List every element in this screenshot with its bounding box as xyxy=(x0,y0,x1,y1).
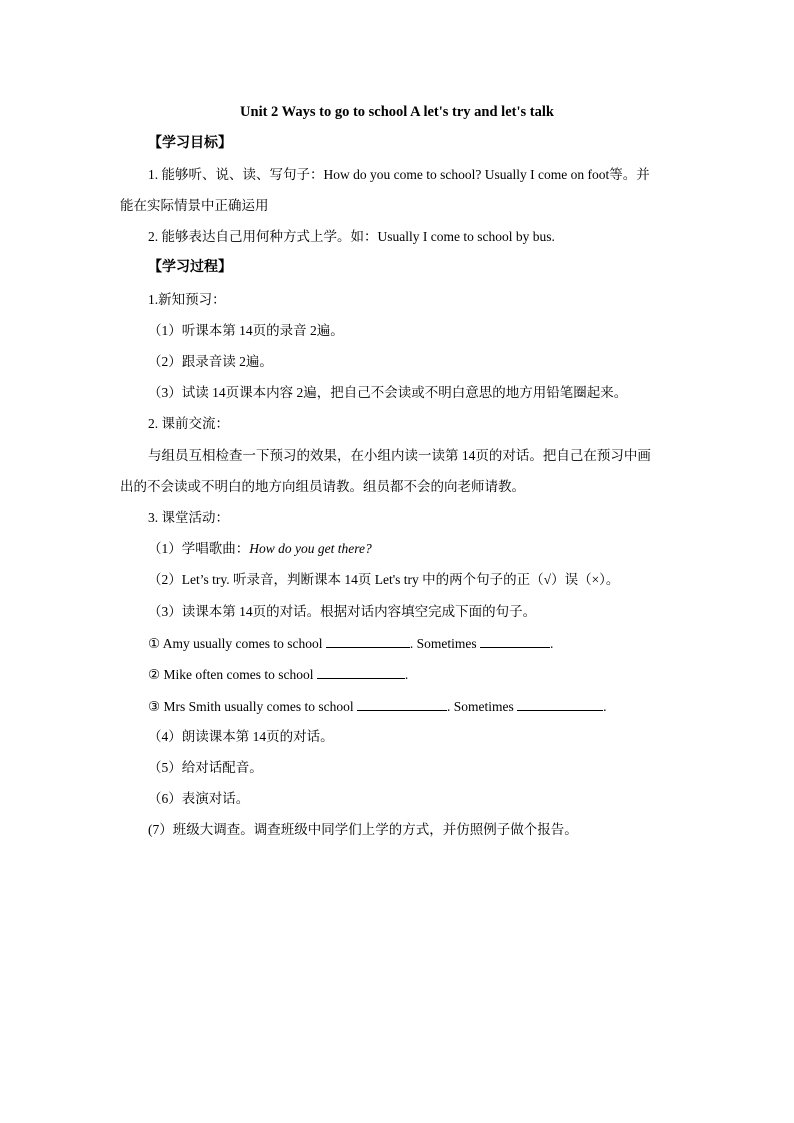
answer-blank[interactable] xyxy=(480,634,550,648)
fill-sentence-1-middle: . Sometimes xyxy=(409,636,480,651)
activity-step-1 xyxy=(148,540,372,558)
activity-step-7: (7）班级大调查。调查班级中同学们上学的方式，并仿照例子做个报告。 xyxy=(148,822,578,837)
preview-step-3: （3）试读 14页课本内容 2遍，把自己不会读或不明白意思的地方用铅笔圈起来。 xyxy=(148,385,628,400)
objectives-heading: 【学习目标】 xyxy=(148,136,232,151)
fill-sentence-3-prefix: ③ Mrs Smith usually comes to school xyxy=(148,699,357,714)
page-title: Unit 2 Ways to go to school A let's try and let's talk xyxy=(240,104,554,120)
activity-step-5: （5）给对话配音。 xyxy=(148,760,263,775)
fill-sentence-1 xyxy=(148,634,553,653)
answer-blank[interactable] xyxy=(517,697,603,711)
exchange-line-1: 与组员互相检查一下预习的效果，在小组内读一读第 14页的对话。把自己在预习中画 xyxy=(148,448,651,463)
activities-title: 3. 课堂活动： xyxy=(148,510,229,525)
objective-2: 2. 能够表达自己用何种方式上学。如：Usually I come to school by bus. xyxy=(148,229,555,244)
song-title: How do you get there? xyxy=(249,541,372,556)
fill-sentence-1-end: . xyxy=(549,636,554,651)
preview-title: 1.新知预习： xyxy=(148,292,226,307)
answer-blank[interactable] xyxy=(357,697,447,711)
activity-step-3: （3）读课本第 14页的对话。根据对话内容填空完成下面的句子。 xyxy=(148,604,537,619)
exchange-line-2: 出的不会读或不明白的地方向组员请教。组员都不会的向老师请教。 xyxy=(120,479,525,494)
fill-sentence-2-prefix: ② Mike often comes to school xyxy=(148,667,317,682)
exchange-title: 2. 课前交流： xyxy=(148,416,229,431)
activity-step-4: （4）朗读课本第 14页的对话。 xyxy=(148,729,334,744)
fill-sentence-1-prefix: ① Amy usually comes to school xyxy=(148,636,326,651)
fill-sentence-2 xyxy=(148,665,408,684)
fill-sentence-2-end: . xyxy=(404,667,409,682)
process-heading: 【学习过程】 xyxy=(148,260,232,275)
activity-step-1-label: （1）学唱歌曲： xyxy=(148,541,250,556)
answer-blank[interactable] xyxy=(326,634,410,648)
objective-1-line-1: 1. 能够听、说、读、写句子：How do you come to school? Usually I come on foot等。并 xyxy=(148,167,650,182)
activity-step-2: （2）Let’s try. 听录音，判断课本 14页 Let's try 中的两个句子的正（√）误（×）。 xyxy=(148,572,620,587)
preview-step-2: （2）跟录音读 2遍。 xyxy=(148,354,273,369)
activity-step-6: （6）表演对话。 xyxy=(148,791,250,806)
fill-sentence-3-end: . xyxy=(603,699,607,714)
objective-1-line-2: 能在实际情景中正确运用 xyxy=(120,198,269,213)
answer-blank[interactable] xyxy=(317,665,405,679)
fill-sentence-3-middle: . Sometimes xyxy=(446,699,518,714)
fill-sentence-3 xyxy=(148,697,606,716)
preview-step-1: （1）听课本第 14页的录音 2遍。 xyxy=(148,323,344,338)
